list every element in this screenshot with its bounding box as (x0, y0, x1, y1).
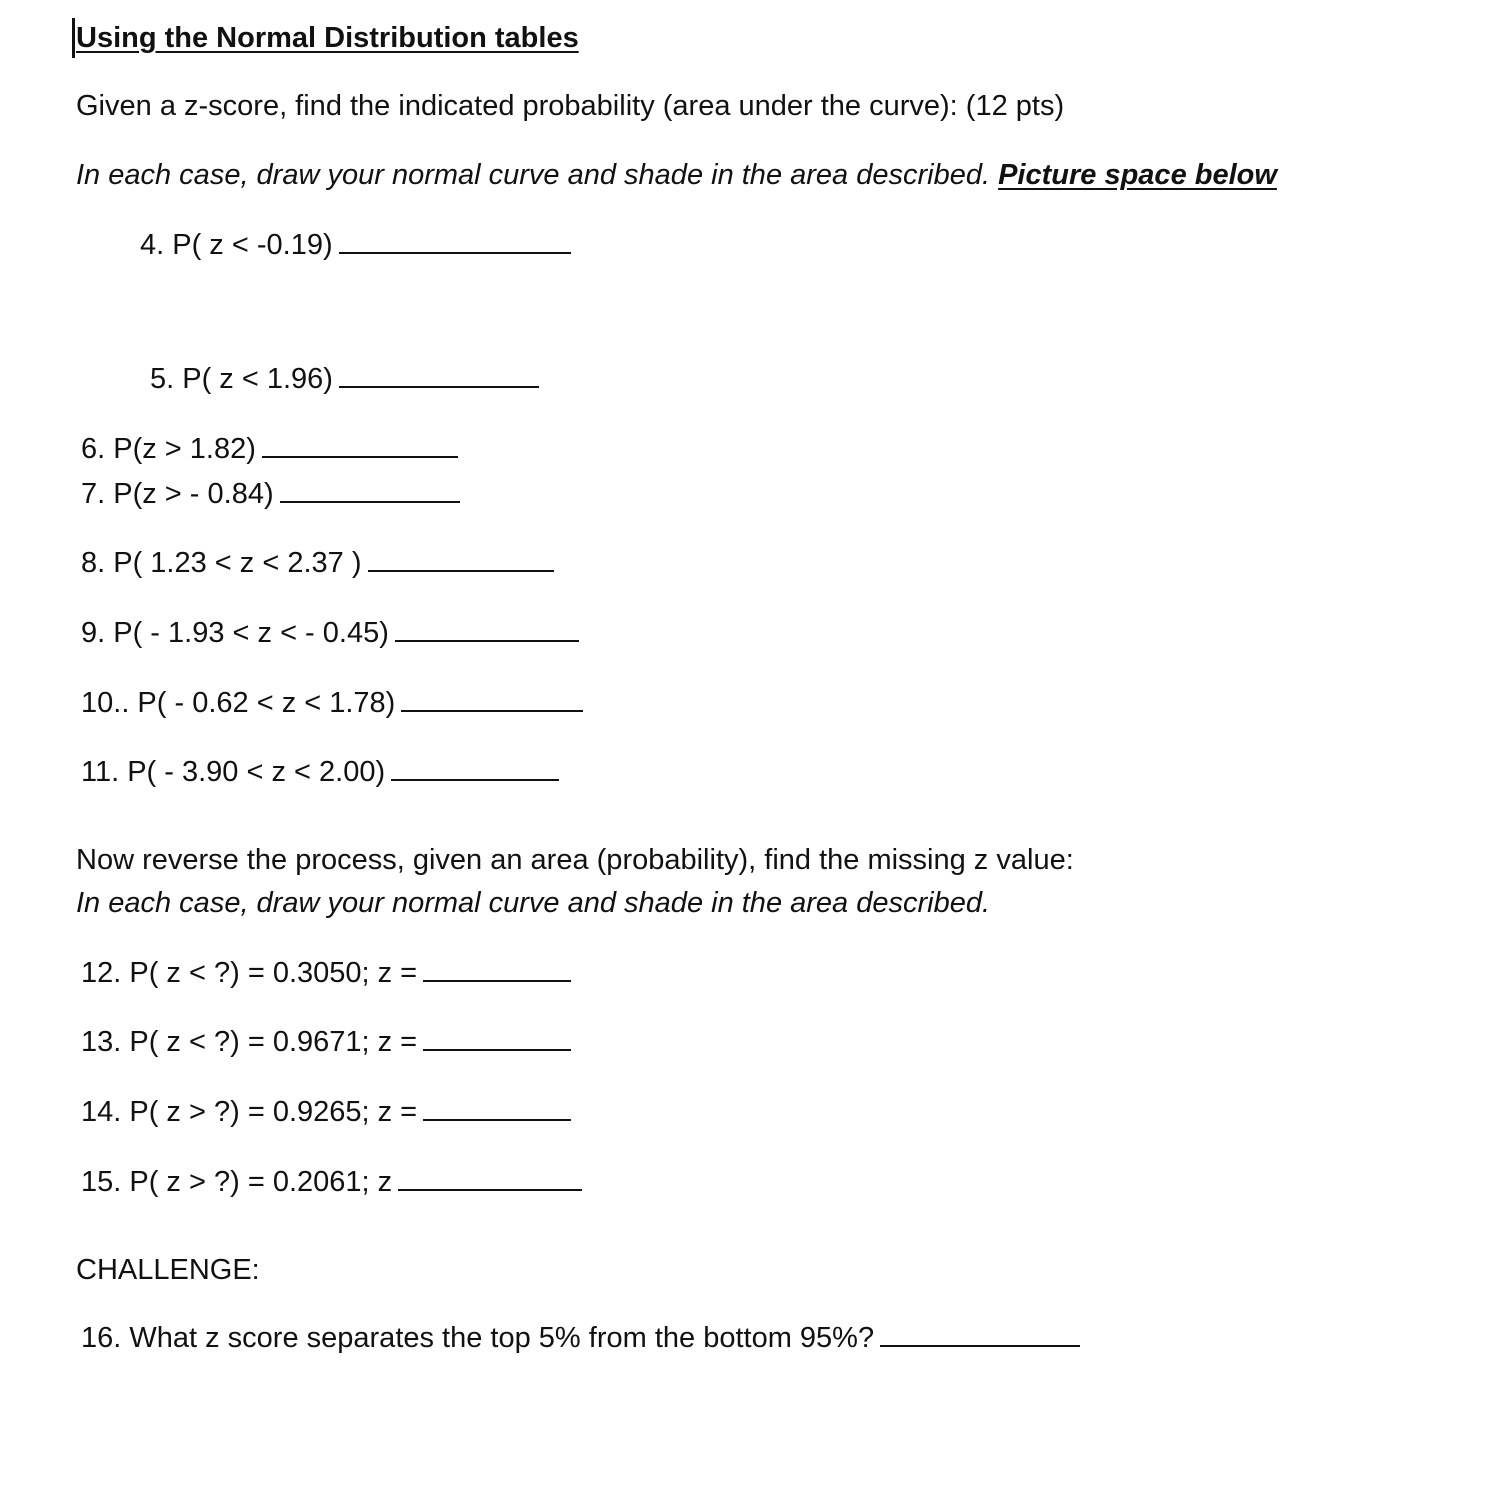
question-6-label: 6. P(z > 1.82) (81, 433, 256, 465)
question-13-answer-blank[interactable] (423, 1025, 571, 1051)
question-10-answer-blank[interactable] (401, 686, 583, 712)
worksheet-title: Using the Normal Distribution tables (76, 22, 579, 54)
question-15-answer-blank[interactable] (398, 1165, 582, 1191)
question-5-label: 5. P( z < 1.96) (150, 363, 333, 395)
question-14-answer-blank[interactable] (423, 1095, 571, 1121)
question-7-answer-blank[interactable] (280, 477, 460, 503)
question-16-label: 16. What z score separates the top 5% from the bottom 95%? (81, 1322, 875, 1354)
question-6-answer-blank[interactable] (262, 432, 458, 458)
question-8 (81, 545, 554, 581)
question-11-label: 11. P( - 3.90 < z < 2.00) (81, 756, 386, 788)
question-12 (81, 955, 571, 991)
challenge-heading: CHALLENGE: (76, 1254, 260, 1286)
question-7 (81, 476, 460, 512)
question-16-answer-blank[interactable] (880, 1321, 1080, 1347)
question-4 (140, 227, 571, 263)
question-13 (81, 1024, 571, 1060)
question-12-answer-blank[interactable] (423, 956, 571, 982)
question-5-answer-blank[interactable] (339, 362, 539, 388)
part1-intro: Given a z-score, find the indicated probability (area under the curve): (12 pts) (76, 90, 1065, 122)
question-13-label: 13. P( z < ?) = 0.9671; z = (81, 1026, 418, 1058)
question-11 (81, 754, 559, 790)
question-4-answer-blank[interactable] (339, 228, 571, 254)
question-8-label: 8. P( 1.23 < z < 2.37 ) (81, 547, 362, 579)
question-14 (81, 1094, 571, 1130)
question-15 (81, 1164, 582, 1200)
question-12-label: 12. P( z < ?) = 0.3050; z = (81, 957, 418, 989)
question-4-label: 4. P( z < -0.19) (140, 229, 333, 261)
part1-draw-instruction (76, 157, 1277, 193)
part1-draw-text: In each case, draw your normal curve and shade in the area described. (76, 159, 999, 191)
text-cursor (72, 18, 75, 58)
question-7-label: 7. P(z > - 0.84) (81, 478, 274, 510)
question-10-label: 10.. P( - 0.62 < z < 1.78) (81, 687, 396, 719)
question-5 (150, 361, 539, 397)
picture-space-label: Picture space below (998, 159, 1277, 191)
question-10 (81, 685, 583, 721)
part2-intro: Now reverse the process, given an area (probability), find the missing z value: (76, 844, 1074, 876)
question-8-answer-blank[interactable] (368, 546, 554, 572)
question-9 (81, 615, 579, 651)
question-15-label: 15. P( z > ?) = 0.2061; z (81, 1166, 393, 1198)
part2-draw-instruction: In each case, draw your normal curve and shade in the area described. (76, 887, 991, 919)
question-6 (81, 431, 458, 467)
question-16 (81, 1320, 1080, 1356)
question-11-answer-blank[interactable] (391, 755, 559, 781)
question-9-label: 9. P( - 1.93 < z < - 0.45) (81, 617, 389, 649)
question-14-label: 14. P( z > ?) = 0.9265; z = (81, 1096, 418, 1128)
question-9-answer-blank[interactable] (395, 616, 579, 642)
